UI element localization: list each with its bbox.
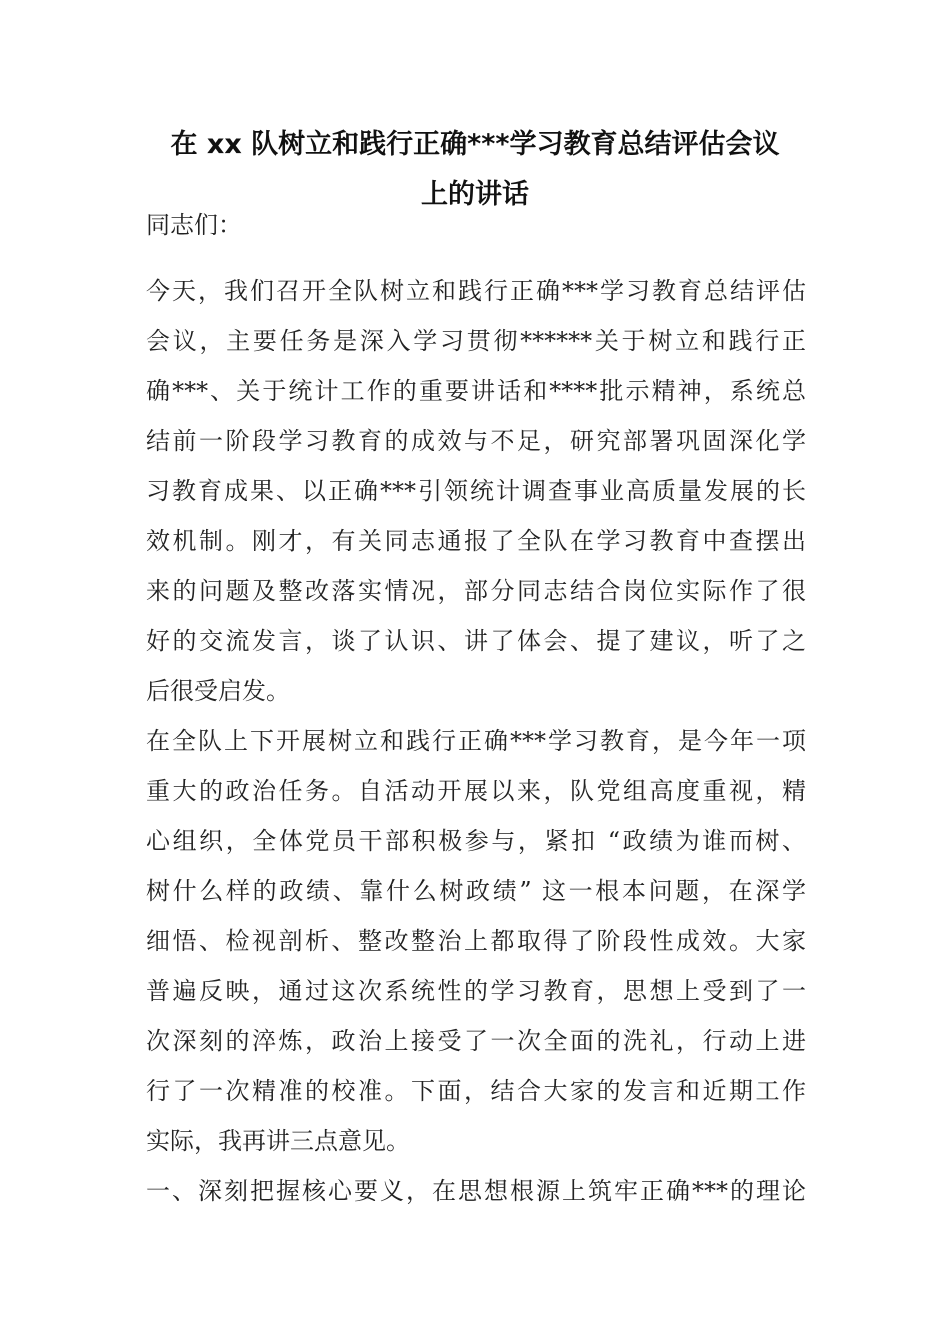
paragraph-line: 普遍反映，通过这次系统性的学习教育，思想上受到了一 [146,977,806,1005]
paragraph-line: 细悟、检视剖析、整改整治上都取得了阶段性成效。大家 [146,927,806,955]
paragraph-line: 树什么样的政绩、靠什么树政绩” 这一根本问题，在深学 [146,877,806,905]
paragraph-line: 会议，主要任务是深入学习贯彻******关于树立和践行正 [146,327,806,355]
document-title-line-2: 上的讲话 [421,179,529,210]
paragraph-line: 心组织，全体党员干部积极参与，紧扣 “政绩为谁而树、 [146,827,806,855]
paragraph-line: 行了一次精准的校准。下面，结合大家的发言和近期工作 [146,1077,806,1105]
paragraph-line: 次深刻的淬炼，政治上接受了一次全面的洗礼，行动上进 [146,1027,806,1055]
paragraph-line: 后很受启发。 [146,677,290,705]
paragraph-line: 好的交流发言，谈了认识、讲了体会、提了建议，听了之 [146,627,806,655]
document-title-line-1: 在 xx 队树立和践行正确***学习教育总结评估会议 [170,129,780,160]
paragraph-line: 在全队上下开展树立和践行正确***学习教育，是今年一项 [146,727,806,755]
paragraph-line: 效机制。刚才，有关同志通报了全队在学习教育中查摆出 [146,527,806,555]
paragraph-line: 结前一阶段学习教育的成效与不足，研究部署巩固深化学 [146,427,806,455]
paragraph-line: 确***、关于统计工作的重要讲话和****批示精神，系统总 [146,377,806,405]
section-heading-one [146,1166,806,1216]
paragraph-background [146,716,806,1166]
paragraph-line: 一、深刻把握核心要义，在思想根源上筑牢正确***的理论 [146,1177,806,1205]
salutation: 同志们： [146,211,242,239]
paragraph-line: 习教育成果、以正确***引领统计调查事业高质量发展的长 [146,477,806,505]
paragraph-opening [146,266,806,716]
paragraph-line: 今天，我们召开全队树立和践行正确***学习教育总结评估 [146,277,806,305]
paragraph-line: 实际，我再讲三点意见。 [146,1127,410,1155]
paragraph-line: 来的问题及整改落实情况，部分同志结合岗位实际作了很 [146,577,806,605]
paragraph-line: 重大的政治任务。自活动开展以来，队党组高度重视，精 [146,777,806,805]
